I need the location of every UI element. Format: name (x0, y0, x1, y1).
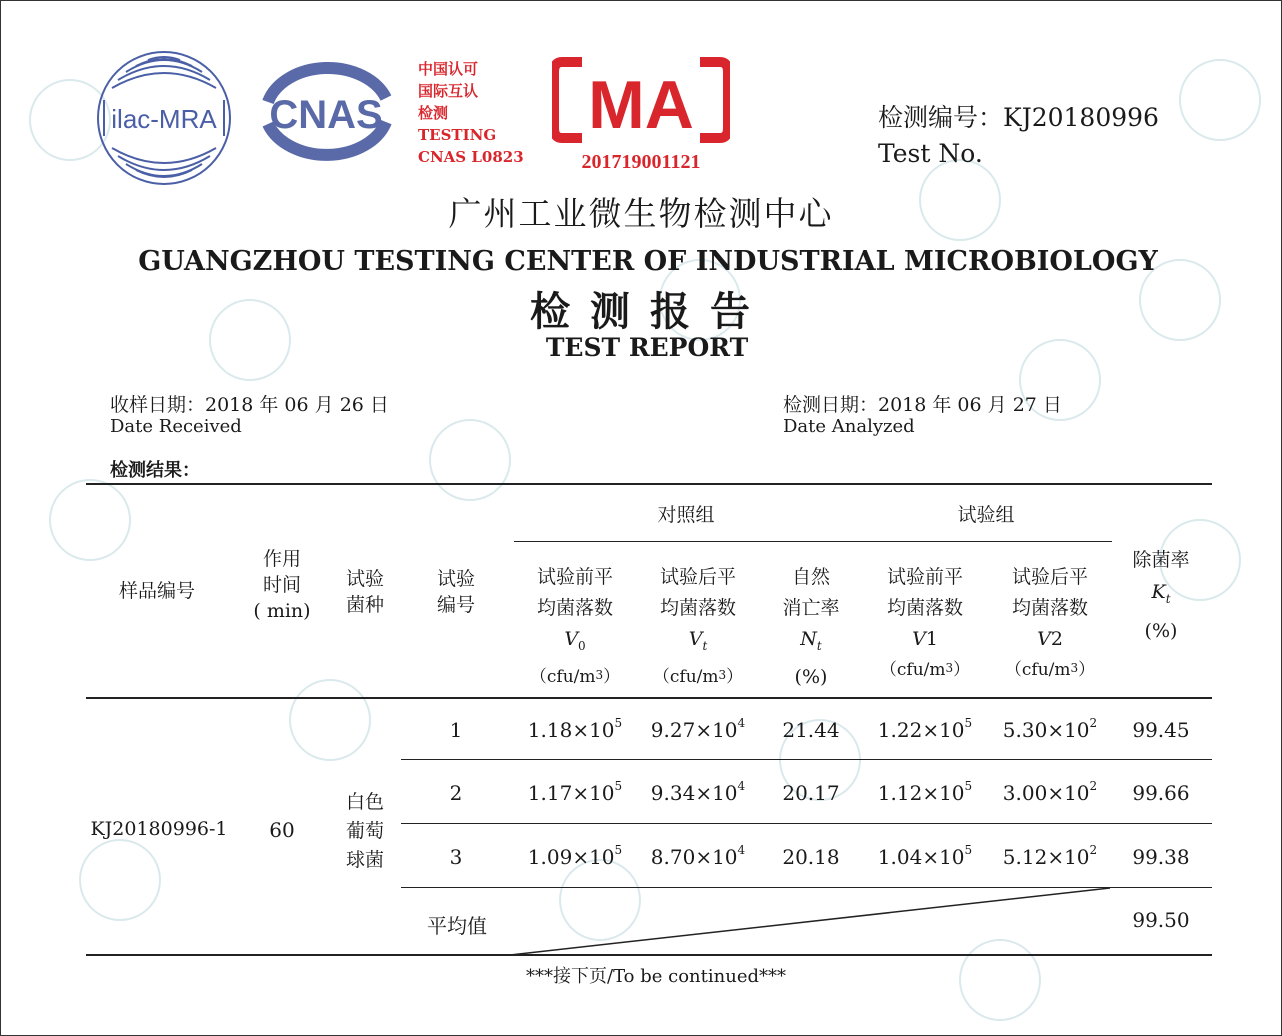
continued-note: ***接下页/To be continued*** (526, 966, 786, 987)
col-nt-symbol (770, 624, 852, 662)
vt-cell (638, 781, 758, 805)
row-rule (401, 759, 1212, 760)
col-vt-symbol (638, 624, 758, 662)
col-v2 (990, 562, 1110, 686)
col-vt-unit-text: （cfu/m (652, 666, 719, 687)
cma-number: 201719001121 (581, 151, 701, 173)
header-bottom-rule (86, 697, 1212, 699)
ilac-mra-logo (92, 48, 236, 188)
v1-exp: 5 (964, 779, 973, 793)
col-nt (770, 562, 852, 693)
v2-mantissa: 5.30×10 (1002, 718, 1090, 742)
v2-cell (990, 845, 1110, 869)
col-time-line: 作用 (262, 548, 301, 570)
col-v2-var: V (1037, 628, 1051, 650)
v1-mantissa: 1.22×10 (877, 718, 965, 742)
col-v0-symbol (516, 624, 634, 662)
average-strike-line (510, 887, 1114, 957)
v0-mantissa: 1.09×10 (527, 845, 615, 869)
cma-logo-text: MA (588, 67, 694, 143)
org-name-cn: 广州工业微生物检测中心 (448, 194, 834, 233)
results-label: 检测结果： (110, 460, 200, 481)
col-sample-no: 样品编号 (118, 580, 195, 602)
test-no-label-en: Test No. (878, 139, 983, 168)
v0-exp: 5 (614, 779, 623, 793)
trial-cell: 2 (449, 781, 463, 805)
cnas-caption-line: 国际互认 (418, 82, 479, 100)
col-time-line: ( min) (253, 600, 311, 622)
cma-logo (552, 54, 730, 178)
date-analyzed-en: Date Analyzed (783, 416, 915, 437)
time-cell: 60 (269, 818, 295, 842)
ilac-logo-text: ilac-MRA (111, 104, 217, 134)
cnas-caption-line: 检测 (418, 104, 449, 122)
col-trial-line: 试验 (436, 568, 475, 590)
col-kt-sub: t (1165, 591, 1171, 606)
table-top-rule (86, 483, 1212, 485)
v1-exp: 5 (964, 843, 973, 857)
col-nt-unit: (%) (794, 665, 828, 688)
sample-no-cell: KJ20180996-1 (90, 818, 228, 840)
col-kt-symbol (1118, 576, 1204, 615)
col-vt (638, 562, 758, 693)
col-v2-unit-close: ） (1078, 660, 1096, 680)
col-v1-unit-close: ） (953, 660, 971, 680)
v0-mantissa: 1.18×10 (527, 718, 615, 742)
col-v0 (516, 562, 634, 693)
col-v0-unit-exp: 3 (595, 667, 604, 682)
col-v2-unit-exp: 3 (1070, 661, 1079, 675)
col-v2-sub: 2 (1050, 628, 1063, 650)
kt-cell: 99.66 (1132, 781, 1190, 805)
v2-exp: 2 (1089, 779, 1098, 793)
col-strain-line: 试验 (345, 568, 384, 590)
col-vt-line: 试验后平 (659, 566, 736, 588)
col-kt (1118, 544, 1204, 647)
date-received: 收样日期：2018 年 06 月 26 日 (110, 394, 389, 416)
col-vt-unit-close: ） (726, 666, 744, 687)
col-kt-var: K (1151, 581, 1166, 603)
v0-cell (516, 718, 634, 742)
col-vt-sub: t (702, 638, 708, 653)
cnas-logo (250, 58, 402, 164)
v1-cell (866, 781, 984, 805)
col-v0-sub: 0 (578, 638, 586, 653)
col-kt-unit: (%) (1144, 619, 1178, 642)
group-header-rule (514, 541, 1112, 542)
col-vt-var: V (688, 628, 703, 650)
row-rule (401, 823, 1212, 824)
nt-cell: 20.17 (782, 781, 840, 805)
col-nt-sub: t (816, 638, 822, 653)
kt-cell: 99.38 (1132, 845, 1190, 869)
col-v2-unit (990, 655, 1110, 686)
col-v1-unit (866, 655, 984, 686)
trial-cell: 3 (449, 845, 463, 869)
cnas-caption-line: 中国认可 (418, 60, 479, 78)
test-no-label: 检测编号： (878, 103, 1004, 132)
org-name-en: GUANGZHOU TESTING CENTER OF INDUSTRIAL MICROBIOLOGY (138, 246, 1158, 277)
test-no-line (878, 100, 1159, 136)
col-vt-unit (638, 662, 758, 693)
vt-cell (638, 718, 758, 742)
v2-exp: 2 (1089, 843, 1098, 857)
col-nt-line: 自然 (791, 566, 830, 588)
vt-mantissa: 8.70×10 (650, 845, 738, 869)
vt-exp: 4 (737, 779, 746, 793)
test-no-value: KJ20180996 (1003, 103, 1159, 132)
vt-mantissa: 9.27×10 (650, 718, 738, 742)
v2-mantissa: 3.00×10 (1002, 781, 1090, 805)
col-vt-line: 均菌落数 (659, 597, 736, 619)
v2-cell (990, 718, 1110, 742)
date-analyzed: 检测日期：2018 年 06 月 27 日 (783, 394, 1062, 416)
cnas-logo-text: CNAS (269, 93, 383, 137)
col-v2-unit-text: （cfu/m (1004, 660, 1071, 680)
col-v0-unit-text: （cfu/m (529, 666, 596, 687)
strain-cell (330, 788, 400, 875)
vt-cell (638, 845, 758, 869)
strain-line: 球菌 (345, 849, 384, 871)
col-v0-line: 试验前平 (536, 566, 613, 588)
cnas-caption (418, 58, 524, 168)
v0-mantissa: 1.17×10 (527, 781, 615, 805)
v0-exp: 5 (614, 843, 623, 857)
vt-exp: 4 (737, 843, 746, 857)
col-v1-var: V (912, 628, 926, 650)
col-v0-line: 均菌落数 (536, 597, 613, 619)
report-title-cn: 检测报告 (530, 289, 770, 335)
v1-cell (866, 718, 984, 742)
strain-line: 白色 (345, 791, 384, 813)
col-trial (420, 566, 492, 618)
trial-cell: 1 (449, 718, 463, 742)
v1-cell (866, 845, 984, 869)
col-v1-line: 均菌落数 (886, 597, 963, 619)
col-v0-unit-close: ） (603, 666, 621, 687)
col-vt-unit-exp: 3 (718, 667, 727, 682)
col-v2-symbol (990, 624, 1110, 655)
col-v1-unit-text: （cfu/m (879, 660, 946, 680)
cnas-caption-line: TESTING (418, 126, 497, 144)
strain-line: 葡萄 (345, 820, 384, 842)
col-kt-line: 除菌率 (1132, 549, 1190, 571)
col-v1-line: 试验前平 (886, 566, 963, 588)
average-value: 99.50 (1132, 908, 1190, 932)
nt-cell: 20.18 (782, 845, 840, 869)
v0-cell (516, 781, 634, 805)
vt-exp: 4 (737, 716, 746, 730)
col-v1 (866, 562, 984, 686)
vt-mantissa: 9.34×10 (650, 781, 738, 805)
v0-cell (516, 845, 634, 869)
group-control-header: 对照组 (657, 504, 715, 526)
cnas-caption-line: CNAS L0823 (418, 148, 524, 166)
col-nt-var: N (800, 628, 817, 650)
col-v1-unit-exp: 3 (945, 661, 954, 675)
col-v1-symbol (866, 624, 984, 655)
col-time (240, 546, 324, 624)
nt-cell: 21.44 (782, 718, 840, 742)
col-v2-line: 均菌落数 (1011, 597, 1088, 619)
v1-mantissa: 1.04×10 (877, 845, 965, 869)
v1-exp: 5 (964, 716, 973, 730)
col-v0-var: V (564, 628, 579, 650)
v2-cell (990, 781, 1110, 805)
col-v0-unit (516, 662, 634, 693)
kt-cell: 99.45 (1132, 718, 1190, 742)
average-label: 平均值 (427, 914, 487, 938)
test-no-block (878, 100, 1159, 172)
v1-mantissa: 1.12×10 (877, 781, 965, 805)
col-strain-line: 菌种 (345, 594, 384, 616)
col-v1-sub: 1 (925, 628, 938, 650)
v2-mantissa: 5.12×10 (1002, 845, 1090, 869)
report-title-en: TEST REPORT (545, 333, 749, 362)
v2-exp: 2 (1089, 716, 1098, 730)
col-time-line: 时间 (262, 574, 301, 596)
col-strain (330, 566, 400, 618)
date-received-en: Date Received (110, 416, 242, 437)
col-v2-line: 试验后平 (1011, 566, 1088, 588)
col-nt-line: 消亡率 (782, 597, 840, 619)
v0-exp: 5 (614, 716, 623, 730)
group-test-header: 试验组 (957, 504, 1015, 526)
col-trial-line: 编号 (436, 594, 475, 616)
